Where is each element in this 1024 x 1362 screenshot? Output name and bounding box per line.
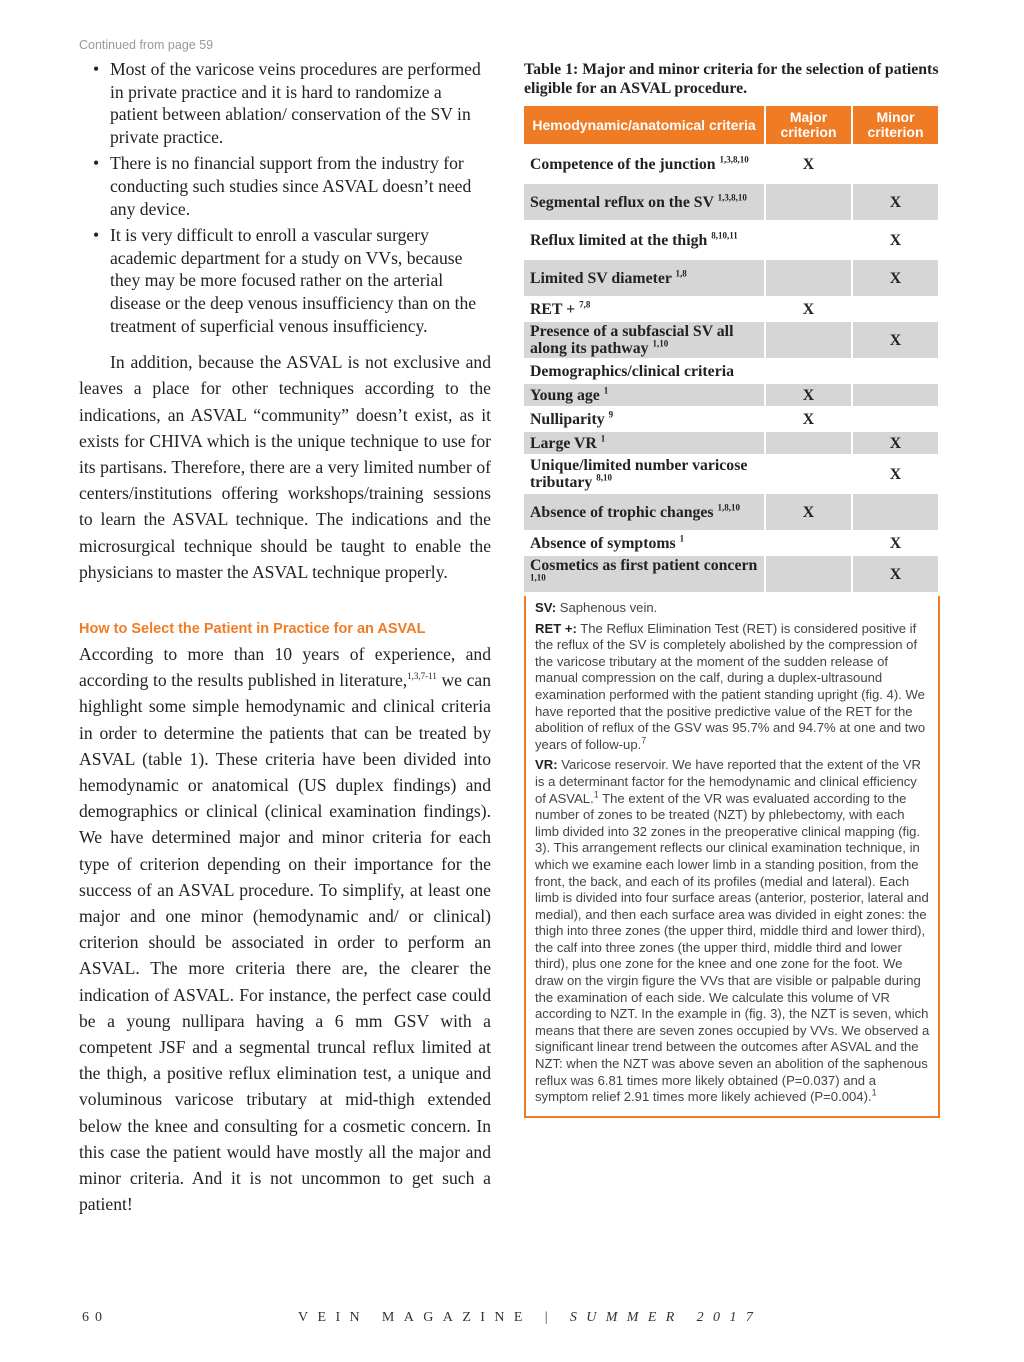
minor-criterion-mark: X: [853, 432, 938, 454]
minor-criterion-mark: [853, 408, 938, 430]
minor-criterion-mark: X: [853, 556, 938, 592]
list-item: [93, 152, 491, 220]
table-row: [524, 146, 938, 182]
criterion-text: Competence of the junction: [530, 155, 716, 173]
criterion-label: [524, 456, 764, 492]
minor-criterion-mark: X: [889, 534, 902, 552]
body-paragraph: In addition, because the ASVAL is not exclusive and leaves a place for other techniques according to the indications, an ASVAL “community” doesn’t exist, as it exists for CHIVA which is the unique technique to use for its partisans. Therefore, there are a very limited number of centers/institutions offering workshops/training sessions to learn the ASVAL technique. The indications and the microsurgical technique should be taught to enable the physicians to master the ASVAL technique properly.: [79, 352, 491, 582]
bullet-text: It is very difficult to enroll a vascular surgery academic department for a study on VVs, because they may be more focused rather on the arterial disease or the deep venous insufficiency than on the treatment of superficial venous insufficiency.: [110, 225, 477, 336]
note-text: Saphenous vein.: [556, 600, 658, 615]
table-row: [524, 384, 938, 406]
criterion-text: Limited SV diameter: [530, 269, 672, 287]
minor-criterion-mark: [853, 384, 938, 406]
minor-criterion-mark: X: [889, 465, 902, 483]
paragraph-text: we can highlight some simple hemodynamic and clinical criteria in order to determine the patients that can be treated by ASVAL (table 1). These criteria have been divided into hemodynamic or anatomical (US duplex findings) and demographics or clinical (clinical examination findings). We have determined major and minor criteria for each type of criterion depending on their importance for the success of an ASVAL procedure. To simplify, at least one major and one minor (hemodynamic and/ or clinical) criterion should be associated in order to perform an ASVAL. The more criteria there are, the clearer the indication of ASVAL. For instance, the perfect case could be a young nullipara having a 6 mm GSV with a competent JSF and a segmental truncal reflux limited at the thigh, a positive reflux elimination test, a unique and voluminous varicose tributary at mid-thigh extended below the knee and consulting for a cosmetic concern. In this case the patient would have mostly all the major and minor criteria. And it is not uncommon to get such a patient!: [79, 670, 492, 1215]
reference-superscript: 1,8: [675, 268, 687, 279]
reference-superscript: 1,3,7-11: [407, 671, 437, 682]
bullet-list: [79, 58, 491, 337]
major-criterion-mark: [766, 556, 851, 592]
bullet-icon: •: [93, 59, 100, 79]
reference-superscript: 1: [679, 533, 685, 544]
criterion-label: [524, 260, 764, 296]
reference-superscript: 8,10: [596, 472, 613, 483]
reference-superscript: 1,3,8,10: [719, 154, 749, 165]
major-criterion-mark: X: [802, 410, 815, 428]
list-item: [93, 58, 491, 148]
minor-criterion-mark: X: [853, 260, 938, 296]
reference-superscript: 1,3,8,10: [717, 192, 747, 203]
body-paragraph: [79, 641, 491, 1217]
criterion-text: Cosmetics as first patient concern: [530, 557, 758, 574]
criterion-text: Nulliparity: [530, 410, 605, 428]
list-item: [93, 224, 491, 337]
major-criterion-mark: [766, 532, 851, 554]
major-criterion-mark: X: [766, 384, 851, 406]
minor-criterion-mark: [853, 146, 938, 182]
note-label: VR:: [535, 757, 558, 773]
criterion-label: [524, 494, 764, 530]
table-row: [524, 532, 938, 554]
criteria-table: [522, 104, 940, 594]
note-sv: [535, 600, 930, 617]
reference-superscript: 1: [871, 1087, 877, 1098]
section-heading: How to Select the Patient in Practice for an ASVAL: [79, 620, 426, 637]
table-row: [524, 322, 938, 358]
reference-superscript: 1: [593, 789, 599, 800]
minor-criterion-mark: [853, 494, 938, 530]
minor-criterion-mark: X: [853, 322, 938, 358]
table-row: [524, 456, 938, 492]
footer-masthead: [298, 1310, 762, 1326]
table-row: [524, 222, 938, 258]
criterion-label: [524, 384, 764, 406]
major-criterion-mark: [766, 222, 851, 258]
criterion-label: [524, 408, 764, 430]
criterion-text: Large VR: [530, 434, 597, 452]
criterion-text: Presence of a subfascial SV all along its pathway: [530, 323, 734, 357]
criterion-label: [524, 298, 764, 320]
reference-superscript: 7,8: [579, 299, 591, 310]
note-label: SV:: [535, 600, 557, 615]
major-criterion-mark: [766, 456, 851, 492]
reference-superscript: 1: [603, 385, 609, 396]
minor-criterion-mark: X: [853, 184, 938, 220]
table-row: [524, 494, 938, 530]
criterion-label: [524, 146, 764, 182]
note-text: The Reflux Elimination Test (RET) is considered positive if the reflux of the SV is completely abolished by the compression of the varicose tributary at the moment of the sudden release of manual compression on the calf, during a duplex-ultrasound examination performed with the patient standing upright (fig. 4). We have reported that the positive predictive value of the RET for the abolition of reflux of the GSV was 95.7% and 94.7% at one and two years of follow-up.: [535, 620, 926, 752]
table-row: [524, 260, 938, 296]
major-criterion-mark: [766, 260, 851, 296]
criterion-text: Unique/limited number varicose tributary: [530, 457, 748, 491]
note-text: Varicose reservoir. We have reported that the extent of the VR is a determinant factor for the hemodynamic and clinical efficiency of ASVAL.: [535, 757, 921, 806]
table-row: [524, 408, 938, 430]
table-title: Table 1: Major and minor criteria for the selection of patients eligible for an ASVAL procedure.: [524, 61, 939, 97]
criterion-text: RET +: [530, 300, 576, 318]
note-text: The extent of the VR was evaluated according to the number of zones to be treated (NZT) by phlebectomy, with each limb divided into 32 zones in the preoperative clinical mapping (fig. 3). This arrangement reflects our clinical examination technique, in which we examine each lower limb in a standing position, from the front, the back, and each of its profiles (medial and lateral). Each limb is divided into four surface areas (anterior, posterior, lateral and medial), and then each surface area was divided in eight zones: the thigh into three zones (the upper third, middle third and lower third), the calf into three zones (the upper third, middle third and lower third), plus one zone for the knee and one zone for the foot. We draw on the virgin figure the VVs that are visible or palpable during the examination of each side. We calculate this volume of VR according to NZT. In the example in (fig. 3), the NZT is seven, which means that there are seven zones occupied by VVs. We observed a significant linear trend between the outcomes after ASVAL and the NZT: when the NZT was above seven an abolition of the saphenous reflux was 6.81 times more likely obtained (P=0.037) and a symptom relief 2.91 times more likely achieved (P=0.004).: [535, 790, 930, 1105]
criterion-label: [524, 222, 764, 258]
criterion-text: Absence of symptoms: [530, 534, 676, 552]
major-criterion-mark: [766, 322, 851, 358]
criterion-text: Segmental reflux on the SV: [530, 193, 714, 211]
bullet-icon: •: [93, 225, 100, 246]
header-minor: Minor criterion: [853, 106, 938, 144]
table-notes: [524, 596, 940, 1118]
table-row: [524, 360, 938, 382]
reference-superscript: 1,8,10: [717, 502, 741, 513]
major-criterion-mark: X: [802, 155, 815, 173]
right-column: [524, 60, 940, 1118]
reference-superscript: 8,10,11: [711, 230, 738, 241]
magazine-name: VEIN MAGAZINE: [298, 1310, 532, 1325]
criterion-label: [524, 532, 764, 554]
page-number: 60: [82, 1310, 108, 1325]
reference-superscript: 7: [641, 735, 647, 746]
header-criteria: Hemodynamic/anatomical criteria: [524, 106, 764, 144]
criterion-text: Young age: [530, 386, 600, 404]
reference-superscript: 9: [608, 409, 614, 420]
bullet-text: There is no financial support from the industry for conducting such studies since ASVAL doesn’t need any device.: [110, 153, 472, 219]
table-row: [524, 432, 938, 454]
continued-note: Continued from page 59: [79, 38, 214, 52]
paragraph-text: According to more than 10 years of experience, and according to the results published in literature,: [79, 643, 491, 691]
left-column: [79, 58, 491, 1217]
criterion-text: Reflux limited at the thigh: [530, 231, 708, 249]
major-criterion-mark: [766, 184, 851, 220]
criterion-label: [524, 432, 764, 454]
bullet-icon: •: [93, 153, 100, 174]
header-major: Major criterion: [766, 106, 851, 144]
note-ret: [535, 621, 930, 754]
criterion-label: [524, 556, 764, 592]
minor-criterion-mark: X: [889, 231, 902, 249]
note-label: RET +:: [535, 620, 577, 636]
table-row: [524, 184, 938, 220]
table-body: [524, 146, 938, 592]
table-header-row: [524, 106, 938, 144]
reference-superscript: 1: [600, 433, 606, 444]
minor-criterion-mark: [853, 298, 938, 320]
major-criterion-mark: [766, 432, 851, 454]
issue-date: SUMMER 2017: [569, 1310, 763, 1325]
criterion-label: [524, 184, 764, 220]
reference-superscript: 1,10: [530, 572, 546, 583]
footer-separator: |: [544, 1310, 557, 1325]
table-row: [524, 556, 938, 592]
table-row: [524, 298, 938, 320]
table-section-heading: Demographics/clinical criteria: [530, 362, 734, 380]
major-criterion-mark: X: [766, 494, 851, 530]
criterion-text: Absence of trophic changes: [530, 503, 714, 521]
bullet-text: Most of the varicose veins procedures are performed in private practice and it is hard to randomize a patient between ablation/ conservation of the SV in private practice.: [110, 59, 481, 147]
reference-superscript: 1,10: [652, 338, 669, 349]
note-vr: [535, 757, 930, 1105]
major-criterion-mark: X: [802, 300, 815, 318]
criterion-label: [524, 322, 764, 358]
